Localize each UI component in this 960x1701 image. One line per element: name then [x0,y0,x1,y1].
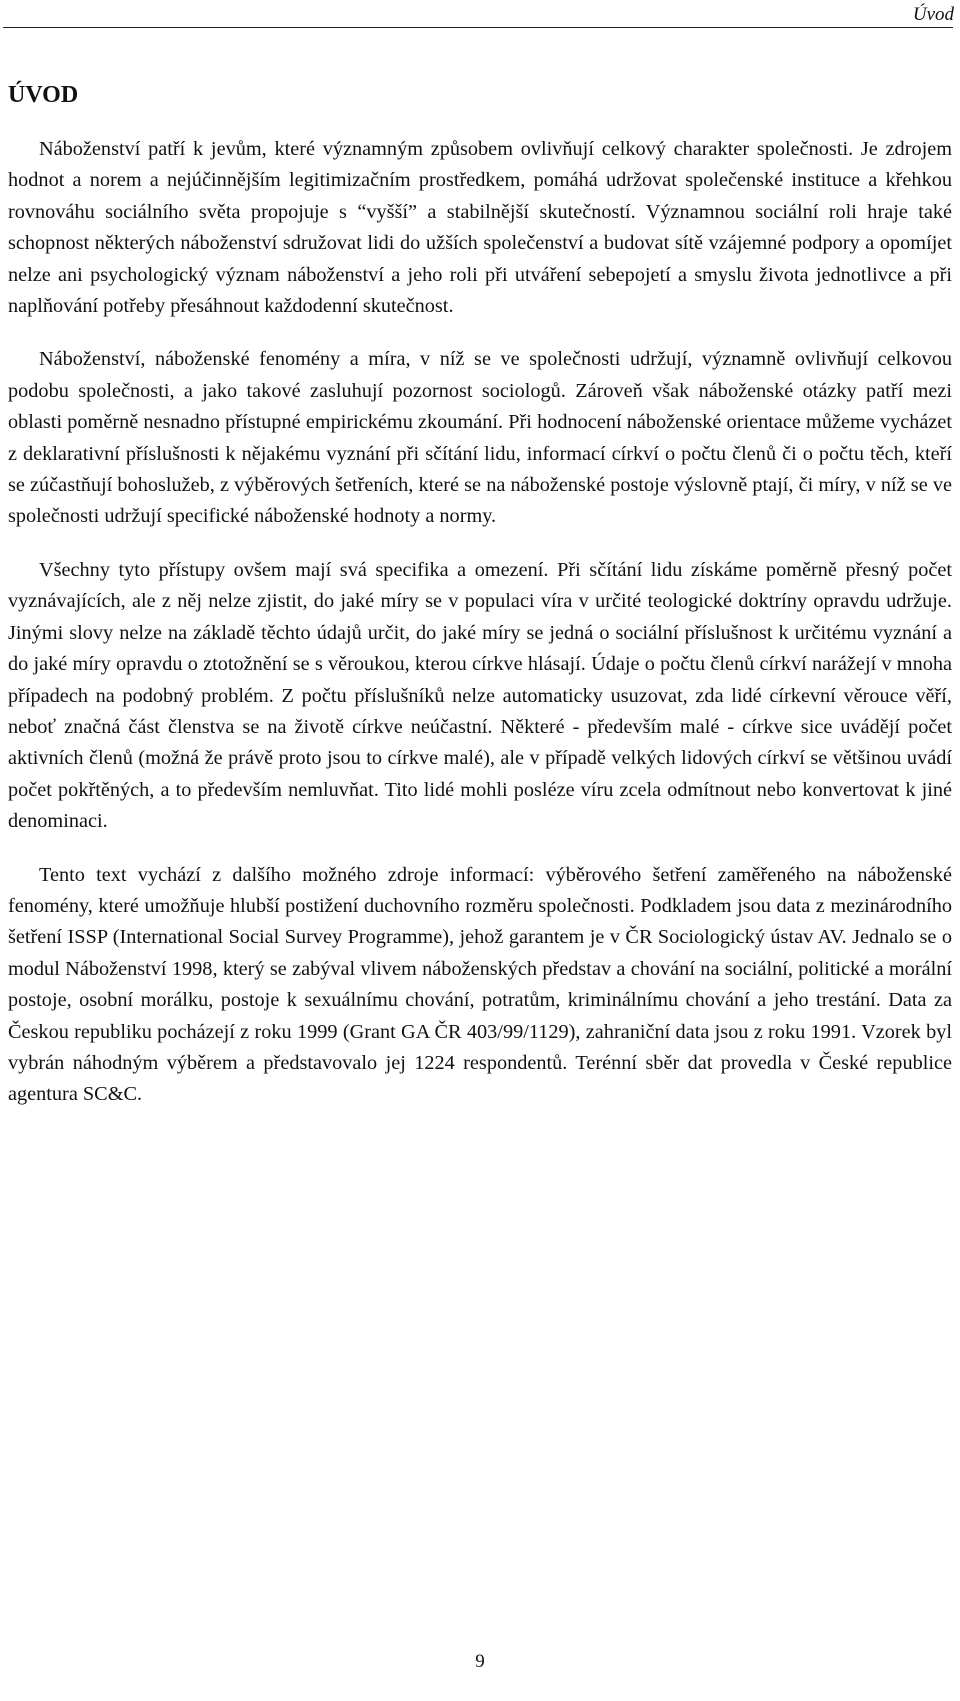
header-divider [3,27,953,28]
paragraph: Tento text vychází z dalšího možného zdroje informací: výběrového šetření zaměřeného na náboženské fenomény, které umožňuje hlubší postižení duchovního rozměru společnosti. Podkladem jsou data z mezinárodního šetření ISSP (International Social Survey Programme), jehož garantem je v ČR Sociologický ústav AV. Jednalo se o modul Náboženství 1998, který se zabýval vlivem náboženských představ a chování na sociální, politické a morální postoje, osobní morálku, postoje k sexuálnímu chování, potratům, kriminálnímu chování a jeho trestání. Data za Českou republiku pocházejí z roku 1999 (Grant GA ČR 403/99/1129), zahraniční data jsou z roku 1991. Vzorek byl vybrán náhodným výběrem a představovalo jej 1224 respondentů. Terénní sběr dat provedla v České republice agentura SC&C. [8,863,952,1106]
paragraph: Náboženství, náboženské fenomény a míra, v níž se ve společnosti udržují, významně ovlivňují celkovou podobu společnosti, a jako takové zasluhují pozornost sociologů. Zároveň však náboženské otázky patří mezi oblasti poměrně nesnadno přístupné empirickému zkoumání. Při hodnocení náboženské orientace můžeme vycházet z deklarativní příslušnosti k nějakému vyznání při sčítání lidu, informací církví o počtu členů či o počtu těch, kteří se zúčastňují bohoslužeb, z výběrových šetřeních, které se na náboženské postoje výslovně ptají, či míry, v níž se ve společnosti udržují specifické náboženské hodnoty a normy. [8,348,952,528]
body-text [8,134,952,1133]
paragraph: Všechny tyto přístupy ovšem mají svá specifika a omezení. Při sčítání lidu získáme poměrně přesný počet vyznávajících, ale z něj nelze zjistit, do jaké míry se v populaci víra v určité teologické doktríny opravdu udržuje. Jinými slovy nelze na základě těchto údajů určit, do jaké míry se jedná o sociální příslušnost k určitému vyznání a do jaké míry opravdu o ztotožnění se s věroukou, kterou církve hlásají. Údaje o počtu členů církví narážejí v mnoha případech na podobný problém. Z počtu příslušníků nelze automaticky usuzovat, zda lidé církevní věrouce věří, neboť značná část členstva se na životě církve neúčastní. Některé - především malé - církve sice uvádějí počet aktivních členů (možná že právě proto jsou to církve malé), ale v případě velkých lidových církví se většinou uvádí počet pokřtěných, a to především nemluvňat. Tito lidé mohli posléze víru zcela odmítnout nebo konvertovat k jiné denominaci. [8,558,952,833]
paragraph: Náboženství patří k jevům, které významným způsobem ovlivňují celkový charakter společnosti. Je zdrojem hodnot a norem a nejúčinnějším legitimizačním prostředkem, pomáhá udržovat společenské instituce a křehkou rovnováhu sociálního světa propojuje s “vyšší” a stabilnější skutečností. Významnou sociální roli hraje také schopnost některých náboženství sdružovat lidi do užších společenství a budovat sítě vzájemné podpory a opomíjet nelze ani psychologický význam náboženství a jeho roli při utváření sebepojetí a smyslu života jednotlivce a při naplňování potřeby přesáhnout každodenní skutečnost. [8,138,952,318]
page-number: 9 [475,1651,485,1672]
running-header: Úvod [912,4,954,25]
section-title: ÚVOD [8,82,79,108]
